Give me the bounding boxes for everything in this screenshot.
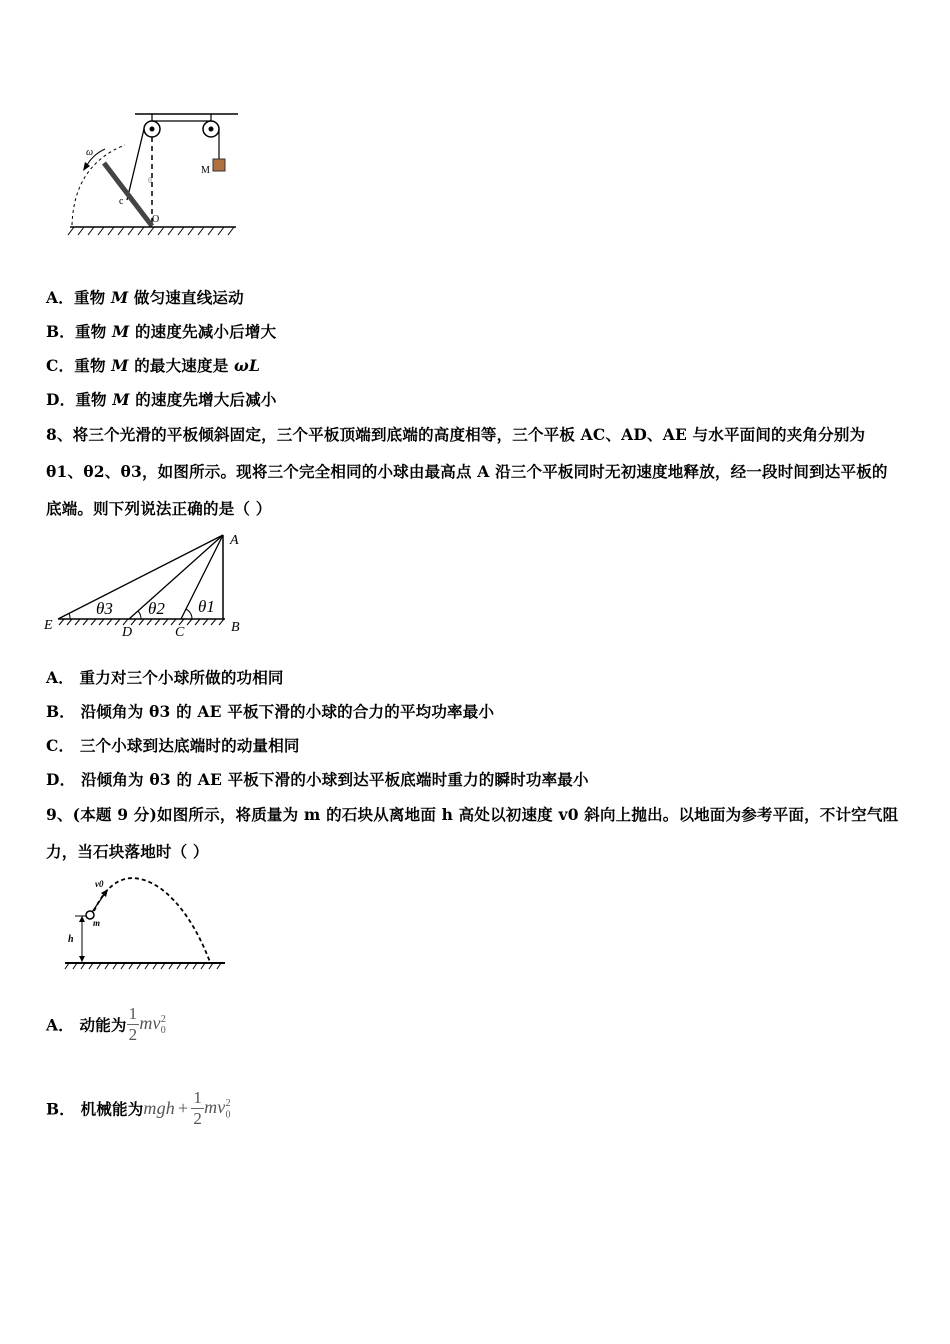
q8-option-b: B． 沿倾角为 θ3 的 AE 平板下滑的小球的合力的平均功率最小 bbox=[46, 702, 495, 721]
q8-stem-line2: θ1、θ2、θ3，如图所示。现将三个完全相同的小球由最高点 A 沿三个平板同时无初速度地释放，经一段时间到达平板的 bbox=[46, 462, 888, 481]
q9-option-a: A． 动能为 $\frac{1}{2}$ $mv_0^2$ bbox=[46, 1004, 167, 1044]
label-a: A bbox=[230, 533, 239, 548]
fraction-half: $\frac{1}{2}$ bbox=[193, 1088, 203, 1128]
label-m: M bbox=[201, 165, 210, 176]
q7-option-a: A．重物 M 做匀速直线运动 bbox=[46, 288, 244, 307]
label-c: c bbox=[119, 196, 124, 207]
label-theta: θ bbox=[148, 176, 152, 185]
label-b: B bbox=[231, 620, 240, 635]
q7-option-b: B．重物 M 的速度先减小后增大 bbox=[46, 322, 277, 341]
label-o: O bbox=[152, 214, 160, 225]
label-h: h bbox=[68, 934, 74, 945]
label-m: m bbox=[93, 918, 101, 928]
label-theta1: θ1 bbox=[198, 597, 215, 616]
label-e: E bbox=[44, 618, 53, 633]
q9-stem-line1: 9、(本题 9 分)如图所示，将质量为 m 的石块从离地面 h 高处以初速度 v0 斜向上抛出。以地面为参考平面，不计空气阻 bbox=[46, 805, 899, 824]
q8-stem-line1: 8、将三个光滑的平板倾斜固定，三个平板顶端到底端的高度相等，三个平板 AC、AD、AE 与水平面间的夹角分别为 bbox=[46, 425, 866, 444]
q7-option-d: D．重物 M 的速度先增大后减小 bbox=[46, 390, 277, 409]
label-theta3: θ3 bbox=[96, 599, 113, 618]
q8-option-a: A． 重力对三个小球所做的功相同 bbox=[46, 668, 284, 687]
q7-option-c: C．重物 M 的最大速度是 ωL bbox=[46, 356, 261, 375]
q8-option-c: C． 三个小球到达底端时的动量相同 bbox=[46, 736, 300, 755]
figure-projectile bbox=[60, 870, 230, 975]
q8-option-d: D． 沿倾角为 θ3 的 AE 平板下滑的小球到达平板底端时重力的瞬时功率最小 bbox=[46, 770, 589, 789]
label-c: C bbox=[175, 625, 185, 640]
q8-stem-line3: 底端。则下列说法正确的是（ ） bbox=[46, 499, 272, 518]
trajectory bbox=[94, 878, 210, 962]
q9-stem-line2: 力，当石块落地时（ ） bbox=[46, 842, 209, 861]
arc-path bbox=[72, 145, 125, 225]
label-omega: ω bbox=[86, 147, 94, 158]
figure-inclined-planes bbox=[40, 528, 255, 643]
q9-option-b: B． 机械能为mgh + $\frac{1}{2}$ $mv_0^2$ bbox=[46, 1088, 231, 1128]
label-v0: v0 bbox=[95, 879, 104, 889]
label-d: D bbox=[122, 625, 133, 640]
rod bbox=[104, 163, 152, 226]
mass-block bbox=[213, 159, 225, 171]
figure-rod-pulley bbox=[60, 105, 250, 240]
label-theta2: θ2 bbox=[148, 599, 165, 618]
fraction-half: $\frac{1}{2}$ bbox=[128, 1004, 138, 1044]
rope-to-rod bbox=[127, 129, 144, 200]
